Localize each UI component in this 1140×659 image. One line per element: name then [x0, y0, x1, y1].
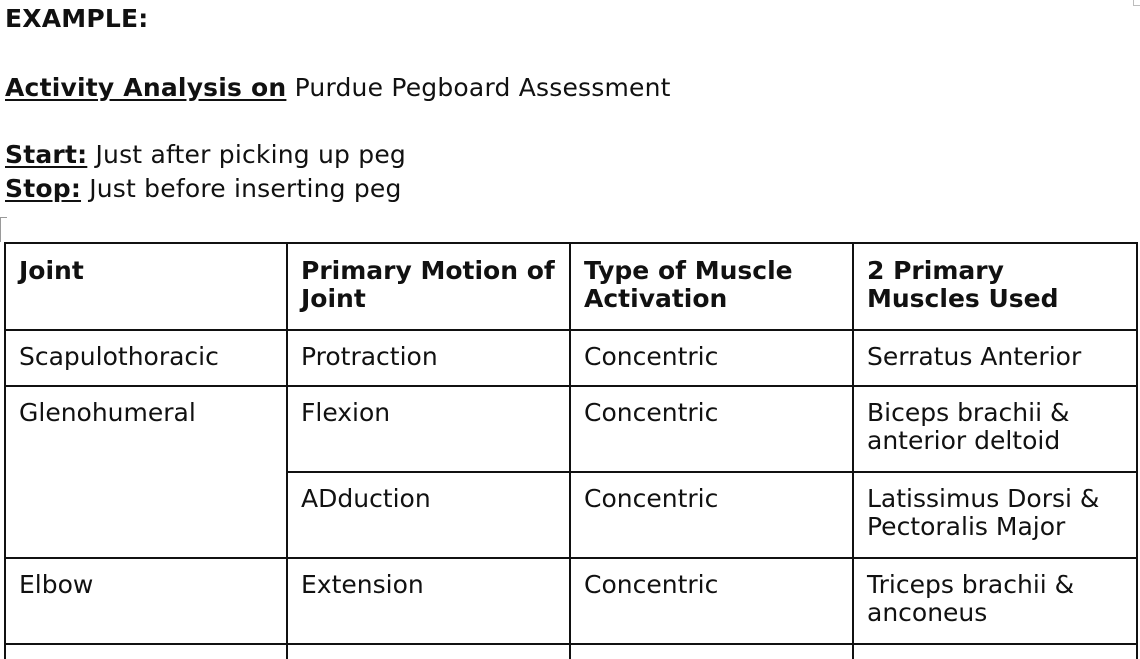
header-primary-motion: Primary Motion of Joint [287, 243, 570, 330]
table-anchor-marker [0, 217, 7, 242]
stop-line [5, 174, 402, 204]
cell-motion [287, 644, 570, 659]
cell-joint [5, 644, 287, 659]
stop-value: Just before inserting peg [89, 174, 402, 203]
cell-muscles: Serratus Anterior [853, 330, 1137, 386]
cell-activation: Concentric [570, 558, 853, 644]
cell-joint: Elbow [5, 558, 287, 644]
cell-motion: Flexion [287, 386, 570, 472]
table-row [5, 644, 1137, 659]
cell-muscles: Latissimus Dorsi & Pectoralis Major [853, 472, 1137, 558]
start-value: Just after picking up peg [95, 140, 406, 169]
page-corner-marker [1133, 0, 1140, 6]
cell-joint: Scapulothoracic [5, 330, 287, 386]
cell-motion: Protraction [287, 330, 570, 386]
example-heading: EXAMPLE: [5, 4, 149, 33]
table-row [5, 386, 1137, 472]
cell-activation: Concentric [570, 330, 853, 386]
cell-activation: Concentric [570, 386, 853, 472]
activity-label: Activity Analysis on [5, 73, 287, 102]
header-muscle-activation: Type of Muscle Activation [570, 243, 853, 330]
activity-analysis-table [4, 242, 1138, 659]
table-header-row [5, 243, 1137, 330]
start-line [5, 140, 406, 170]
table-row [5, 330, 1137, 386]
cell-motion: Extension [287, 558, 570, 644]
cell-activation [570, 644, 853, 659]
cell-joint: Glenohumeral [5, 386, 287, 558]
activity-line [5, 73, 671, 103]
cell-motion: ADduction [287, 472, 570, 558]
activity-value: Purdue Pegboard Assessment [294, 73, 671, 102]
cell-muscles: Biceps brachii & anterior deltoid [853, 386, 1137, 472]
header-primary-muscles: 2 Primary Muscles Used [853, 243, 1137, 330]
header-joint: Joint [5, 243, 287, 330]
table-row [5, 558, 1137, 644]
cell-muscles [853, 644, 1137, 659]
cell-muscles: Triceps brachii & anconeus [853, 558, 1137, 644]
stop-label: Stop: [5, 174, 82, 203]
start-label: Start: [5, 140, 88, 169]
cell-activation: Concentric [570, 472, 853, 558]
